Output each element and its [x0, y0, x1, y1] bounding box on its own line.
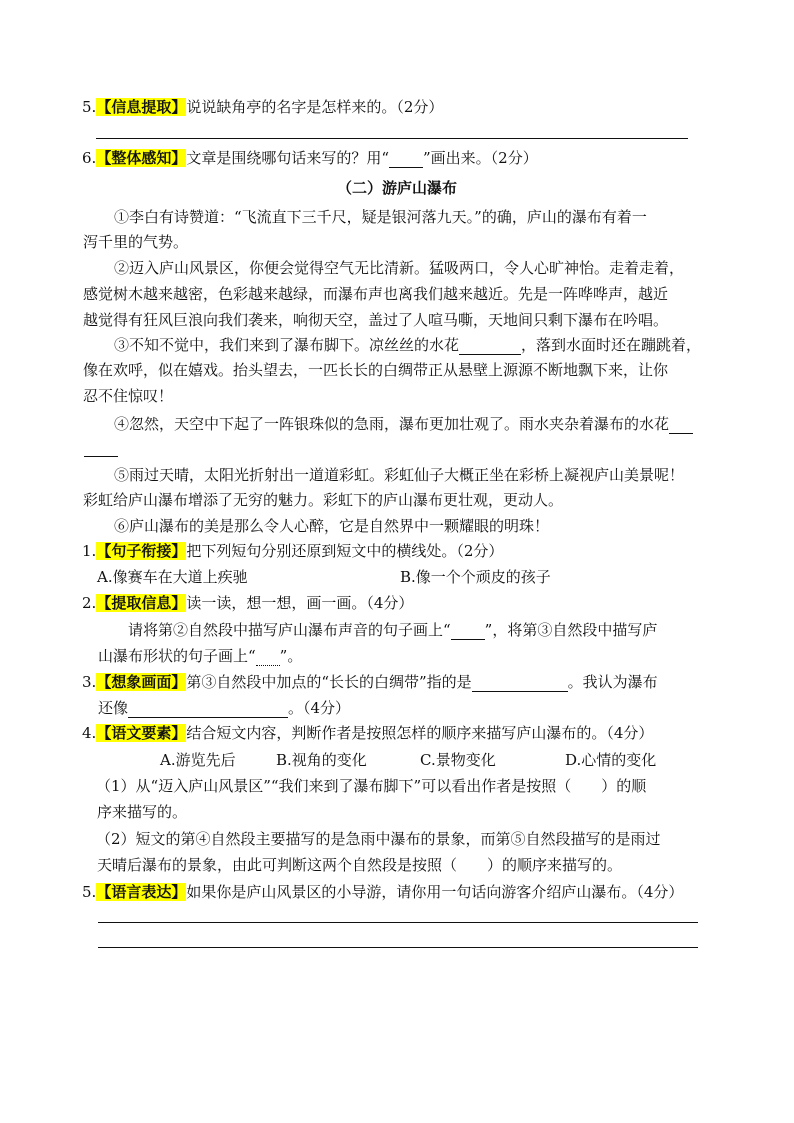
paragraph-text: ③不知不觉中，我们来到了瀑布脚下。凉丝丝的水花	[114, 336, 460, 354]
option-a: A.游览先后	[160, 751, 236, 769]
question-number: 5.	[82, 98, 97, 116]
question-1	[82, 541, 503, 561]
paragraph-4	[114, 414, 693, 434]
paragraph-6: ⑥庐山瀑布的美是那么令人心醉，它是自然界中一颗耀眼的明珠！	[114, 517, 550, 535]
question-2-instruction	[128, 620, 657, 640]
question-text: ”画出来。（2分）	[423, 149, 538, 167]
question-4	[82, 723, 653, 743]
question-tag: 【提取信息】	[96, 594, 187, 612]
sub-question-1-cont: 序来描写的。	[97, 803, 188, 821]
question-number: 5.	[82, 883, 97, 901]
sub-question-1: （1）从“迈入庐山风景区”“我们来到了瀑布脚下”可以看出作者是按照（ ）的顺	[96, 777, 647, 795]
question-text: 。（4分）	[288, 699, 351, 717]
underline-mark	[451, 625, 485, 640]
sub-question-2: （2）短文的第④自然段主要描写的是急雨中瀑布的景象，而第⑤自然段描写的是雨过	[96, 830, 661, 848]
paragraph-1-cont: 泻千里的气势。	[83, 233, 189, 251]
question-text: ”，将第③自然段中描写庐	[484, 621, 658, 639]
question-text: ”。	[279, 647, 303, 665]
paragraph-text: ，落到水面时还在蹦跳着，	[521, 336, 702, 354]
wavy-mark	[256, 651, 280, 666]
sub-question-2-cont: 天晴后瀑布的景象，由此可判断这两个自然段是按照（ ）的顺序来描写的。	[97, 856, 623, 874]
question-tag: 【想象画面】	[96, 673, 187, 691]
paragraph-text: ④忽然，天空中下起了一阵银珠似的急雨，瀑布更加壮观了。雨水夹杂着瀑布的水花	[114, 415, 670, 433]
underline-mark	[389, 153, 423, 168]
fill-blank[interactable]	[128, 703, 288, 718]
paragraph-2-cont: 越觉得有狂风巨浪向我们袭来，响彻天空，盖过了人喧马嘶，天地间只剩下瀑布在吟唱。	[83, 311, 669, 329]
paragraph-3	[114, 335, 701, 355]
option-d: D.心情的变化	[565, 751, 657, 769]
question-tag: 【句子衔接】	[96, 542, 187, 560]
question-number: 1.	[82, 542, 97, 560]
paragraph-3-cont: 像在欢呼，似在嬉戏。抬头望去，一匹长长的白绸带正从悬壁上源源不断地飘下来，让你	[83, 361, 669, 379]
question-5-top	[82, 97, 443, 117]
question-2-instruction-cont	[98, 646, 302, 666]
question-tag: 【信息提取】	[96, 98, 187, 116]
paragraph-5-cont: 彩虹给庐山瀑布增添了无穷的魅力。彩虹下的庐山瀑布更壮观，更动人。	[83, 491, 564, 509]
question-2	[82, 593, 413, 613]
option-c: C.景物变化	[420, 751, 496, 769]
option-b: B.视角的变化	[276, 751, 367, 769]
question-3-cont	[98, 698, 350, 718]
question-text: 请将第②自然段中描写庐山瀑布声音的句子画上“	[128, 621, 451, 639]
answer-line[interactable]	[98, 922, 698, 923]
question-text: 文章是围绕哪句话来写的？用“	[186, 149, 389, 167]
question-text: 说说缺角亭的名字是怎样来的。（2分）	[186, 98, 444, 116]
question-text: 结合短文内容，判断作者是按照怎样的顺序来描写庐山瀑布的。（4分）	[186, 724, 654, 742]
fill-blank[interactable]	[669, 419, 693, 434]
answer-line[interactable]	[96, 138, 688, 139]
paragraph-2: ②迈入庐山风景区，你便会觉得空气无比清新。猛吸两口，令人心旷神怡。走着走着，	[114, 259, 685, 277]
question-text: 还像	[98, 699, 129, 717]
question-3	[82, 672, 658, 692]
fill-blank[interactable]	[459, 340, 521, 355]
paragraph-5: ⑤雨过天晴，太阳光折射出一道道彩虹。彩虹仙子大概正坐在彩桥上凝视庐山美景呢！	[114, 466, 685, 484]
option-b: B.像一个个顽皮的孩子	[400, 568, 551, 586]
question-text: 如果你是庐山风景区的小导游，请你用一句话向游客介绍庐山瀑布。（4分）	[186, 883, 684, 901]
question-tag: 【语文要素】	[96, 724, 187, 742]
question-text: 第③自然段中加点的“长长的白绸带”指的是	[186, 673, 472, 691]
question-text: 把下列短句分别还原到短文中的横线处。（2分）	[186, 542, 504, 560]
paragraph-2-cont: 感觉树木越来越密，色彩越来越绿，而瀑布声也离我们越来越近。先是一阵哗哗声，越近	[83, 285, 669, 303]
question-text: 。我认为瀑布	[567, 673, 658, 691]
answer-line[interactable]	[98, 947, 698, 948]
question-number: 3.	[82, 673, 97, 691]
fill-blank[interactable]	[472, 677, 568, 692]
paragraph-3-cont: 忍不住惊叹！	[83, 387, 174, 405]
question-number: 4.	[82, 724, 97, 742]
question-text: 山瀑布形状的句子画上“	[98, 647, 256, 665]
option-a: A.像赛车在大道上疾驰	[97, 568, 248, 586]
question-number: 2.	[82, 594, 97, 612]
question-text: 读一读，想一想，画一画。（4分）	[186, 594, 414, 612]
question-tag: 【语言表达】	[96, 883, 187, 901]
fill-blank-cont[interactable]	[84, 456, 118, 457]
question-6-top	[82, 148, 538, 168]
paragraph-1: ①李白有诗赞道：“飞流直下三千尺，疑是银河落九天。”的确，庐山的瀑布有着一	[114, 208, 647, 226]
passage-title: （二）游庐山瀑布	[336, 179, 457, 197]
question-5	[82, 882, 683, 902]
question-tag: 【整体感知】	[96, 149, 187, 167]
question-number: 6.	[82, 149, 97, 167]
